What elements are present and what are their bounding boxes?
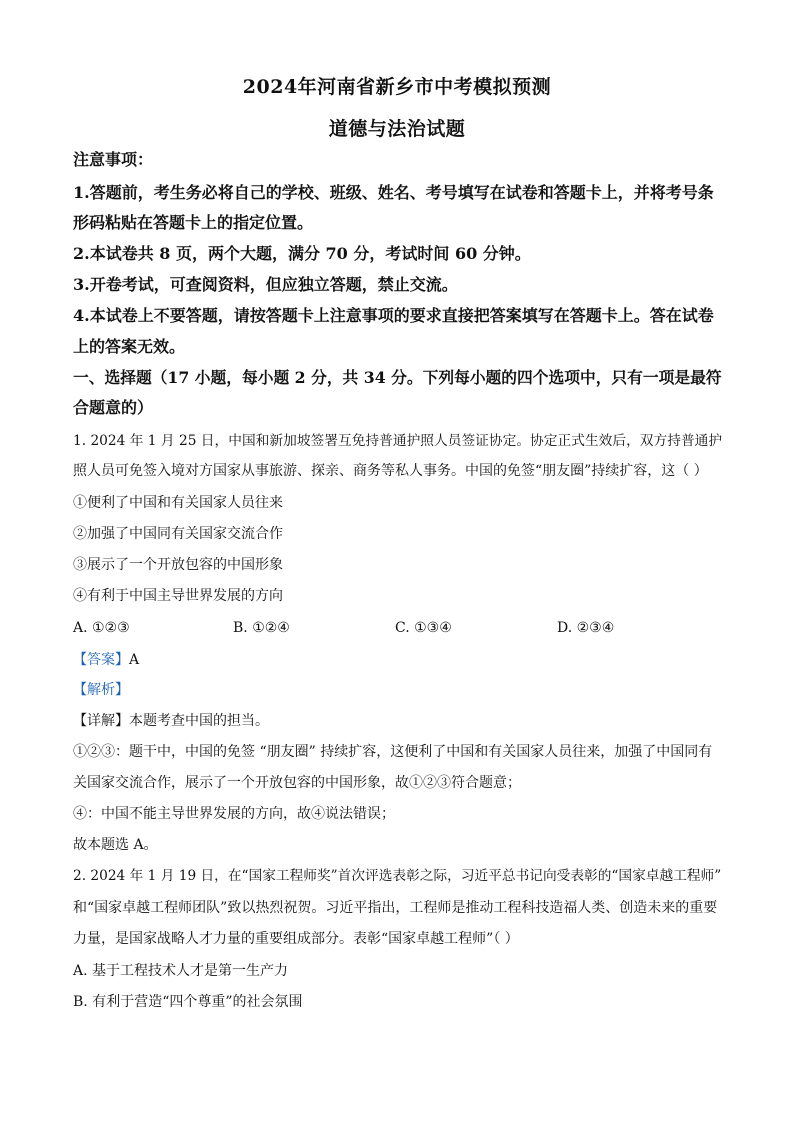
section-1-heading-line-2: 合题意的） [73, 398, 154, 417]
q1-statement-3: ③展示了一个开放包容的中国形象 [73, 557, 283, 573]
q1-explanation-1-line-1: ①②③：题干中，中国的免签 “朋友圈” 持续扩容，这便利了中国和有关国家人员往来，加强了中国同有 [73, 744, 713, 760]
notice-item-4-line-2: 上的答案无效。 [73, 337, 186, 356]
q1-explanation-1-line-2: 关国家交流合作，展示了一个开放包容的中国形象，故①②③符合题意； [73, 775, 521, 791]
q2-stem-line-3: 力量，是国家战略人才力量的重要组成部分。表彰“国家卓越工程师”（ ） [73, 931, 519, 947]
q1-statement-4: ④有利于中国主导世界发展的方向 [73, 588, 283, 604]
exam-title: 2024年河南省新乡市中考模拟预测 [242, 76, 552, 98]
notice-item-4-line-1: 4.本试卷上不要答题，请按答题卡上注意事项的要求直接把答案填写在答题卡上。答在试卷 [73, 306, 714, 325]
detail-text: 本题考查中国的担当。 [129, 713, 269, 729]
q1-explanation-2: ④：中国不能主导世界发展的方向，故④说法错误； [73, 806, 395, 822]
q2-stem-line-1: 2. 2024 年 1 月 19 日，在“国家工程师奖”首次评选表彰之际，习近平总书记向受表彰的“国家卓越工程师” [73, 868, 722, 884]
analysis-tag: 【解析】 [73, 682, 129, 698]
q2-option-b: B. 有利于营造“四个尊重”的社会氛围 [73, 994, 303, 1010]
detail-tag: 【详解】 [73, 713, 129, 729]
section-1-heading-line-1: 一、选择题（17 小题，每小题 2 分，共 34 分。下列每小题的四个选项中，只有一项是最符 [73, 368, 722, 387]
answer-tag: 【答案】 [73, 652, 129, 668]
notice-item-1-line-2: 形码粘贴在答题卡上的指定位置。 [73, 213, 314, 232]
q1-option-a: A. ①②③ [73, 620, 130, 636]
q2-stem-line-2: 和“国家卓越工程师团队”致以热烈祝贺。习近平指出，工程师是推动工程科技造福人类、创造未来的重要 [73, 900, 718, 916]
answer-value: A [129, 652, 140, 668]
q1-statement-1: ①便利了中国和有关国家人员往来 [73, 495, 283, 511]
q1-stem-line-1: 1. 2024 年 1 月 25 日，中国和新加坡签署互免持普通护照人员签证协定。协定正式生效后，双方持普通护 [73, 433, 723, 449]
exam-subject-title: 道德与法治试题 [328, 118, 466, 140]
q1-answer [73, 650, 139, 670]
q1-option-d: D. ②③④ [557, 620, 615, 636]
q1-option-b: B. ①②④ [233, 620, 290, 636]
notice-item-2: 2.本试卷共 8 页，两个大题，满分 70 分，考试时间 60 分钟。 [73, 244, 531, 263]
q1-conclusion: 故本题选 A。 [73, 837, 158, 853]
q1-stem-line-2: 照人员可免签入境对方国家从事旅游、探亲、商务等私人事务。中国的免签“朋友圈”持续扩容，这（ ） [73, 463, 708, 479]
notice-heading: 注意事项： [73, 150, 154, 169]
q1-statement-2: ②加强了中国同有关国家交流合作 [73, 526, 283, 542]
q1-option-c: C. ①③④ [395, 620, 452, 636]
notice-item-1-line-1: 1.答题前，考生务必将自己的学校、班级、姓名、考号填写在试卷和答题卡上，并将考号条 [73, 183, 714, 202]
notice-item-3: 3.开卷考试，可查阅资料，但应独立答题，禁止交流。 [73, 275, 458, 294]
q1-detail [73, 711, 269, 731]
q2-option-a: A. 基于工程技术人才是第一生产力 [73, 963, 289, 979]
q1-analysis [73, 680, 129, 700]
